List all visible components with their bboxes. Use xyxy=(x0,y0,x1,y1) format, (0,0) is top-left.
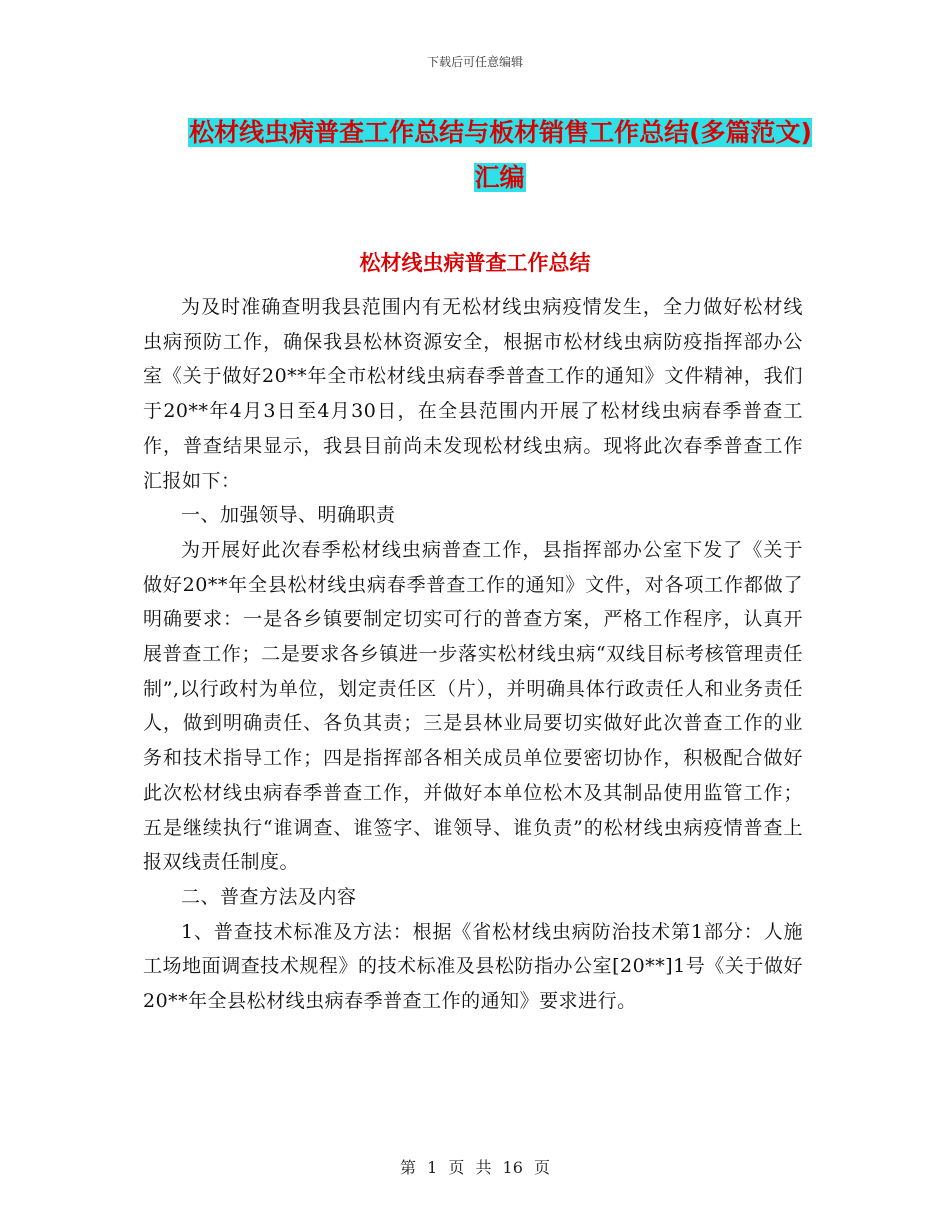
page-footer: 第 1 页 共 16 页 xyxy=(400,1158,550,1177)
paragraph-intro: 为及时准确查明我县范围内有无松材线虫病疫情发生，全力做好松材线虫病预防工作，确保我县松林资源安全，根据市松材线虫病防疫指挥部办公室《关于做好20**年全市松材线虫病春季普查工作的通知》文件精神，我们于20**年4月3日至4月30日，在全县范围内开展了松材线虫病春季普查工作，普查结果显示，我县目前尚未发现松材线虫病。现将此次春季普查工作汇报如下： xyxy=(143,296,803,492)
document-title xyxy=(186,110,814,200)
heading-methods: 二、普查方法及内容 xyxy=(181,885,357,908)
document-title-text: 松材线虫病普查工作总结与板材销售工作总结(多篇范文)汇编 xyxy=(189,118,812,192)
header-note: 下载后可任意编辑 xyxy=(426,55,523,69)
paragraph-leadership: 为开展好此次春季松材线虫病普查工作，县指挥部办公室下发了《关于做好20**年全县松材线虫病春季普查工作的通知》文件，对各项工作都做了明确要求：一是各乡镇要制定切实可行的普查方案，严格工作程序，认真开展普查工作；二是要求各乡镇进一步落实松材线虫病“双线目标考核管理责任制”,以行政村为单位，划定责任区（片），并明确具体行政责任人和业务责任人，做到明确责任、各负其责；三是县林业局要切实做好此次普查工作的业务和技术指导工作；四是指挥部各相关成员单位要密切协作，积极配合做好此次松材线虫病春季普查工作，并做好本单位松木及其制品使用监管工作；五是继续执行“谁调查、谁签字、谁领导、谁负责”的松材线虫病疫情普查上报双线责任制度。 xyxy=(143,538,803,874)
document-body xyxy=(143,290,803,1019)
section-title: 松材线虫病普查工作总结 xyxy=(359,251,591,275)
heading-leadership: 一、加强领导、明确职责 xyxy=(181,504,396,527)
paragraph-methods: 1、普查技术标准及方法：根据《省松材线虫病防治技术第1部分：人施工场地面调查技术规程》的技术标准及县松防指办公室[20**]1号《关于做好20**年全县松材线虫病春季普查工作的通知》要求进行。 xyxy=(143,920,803,1013)
